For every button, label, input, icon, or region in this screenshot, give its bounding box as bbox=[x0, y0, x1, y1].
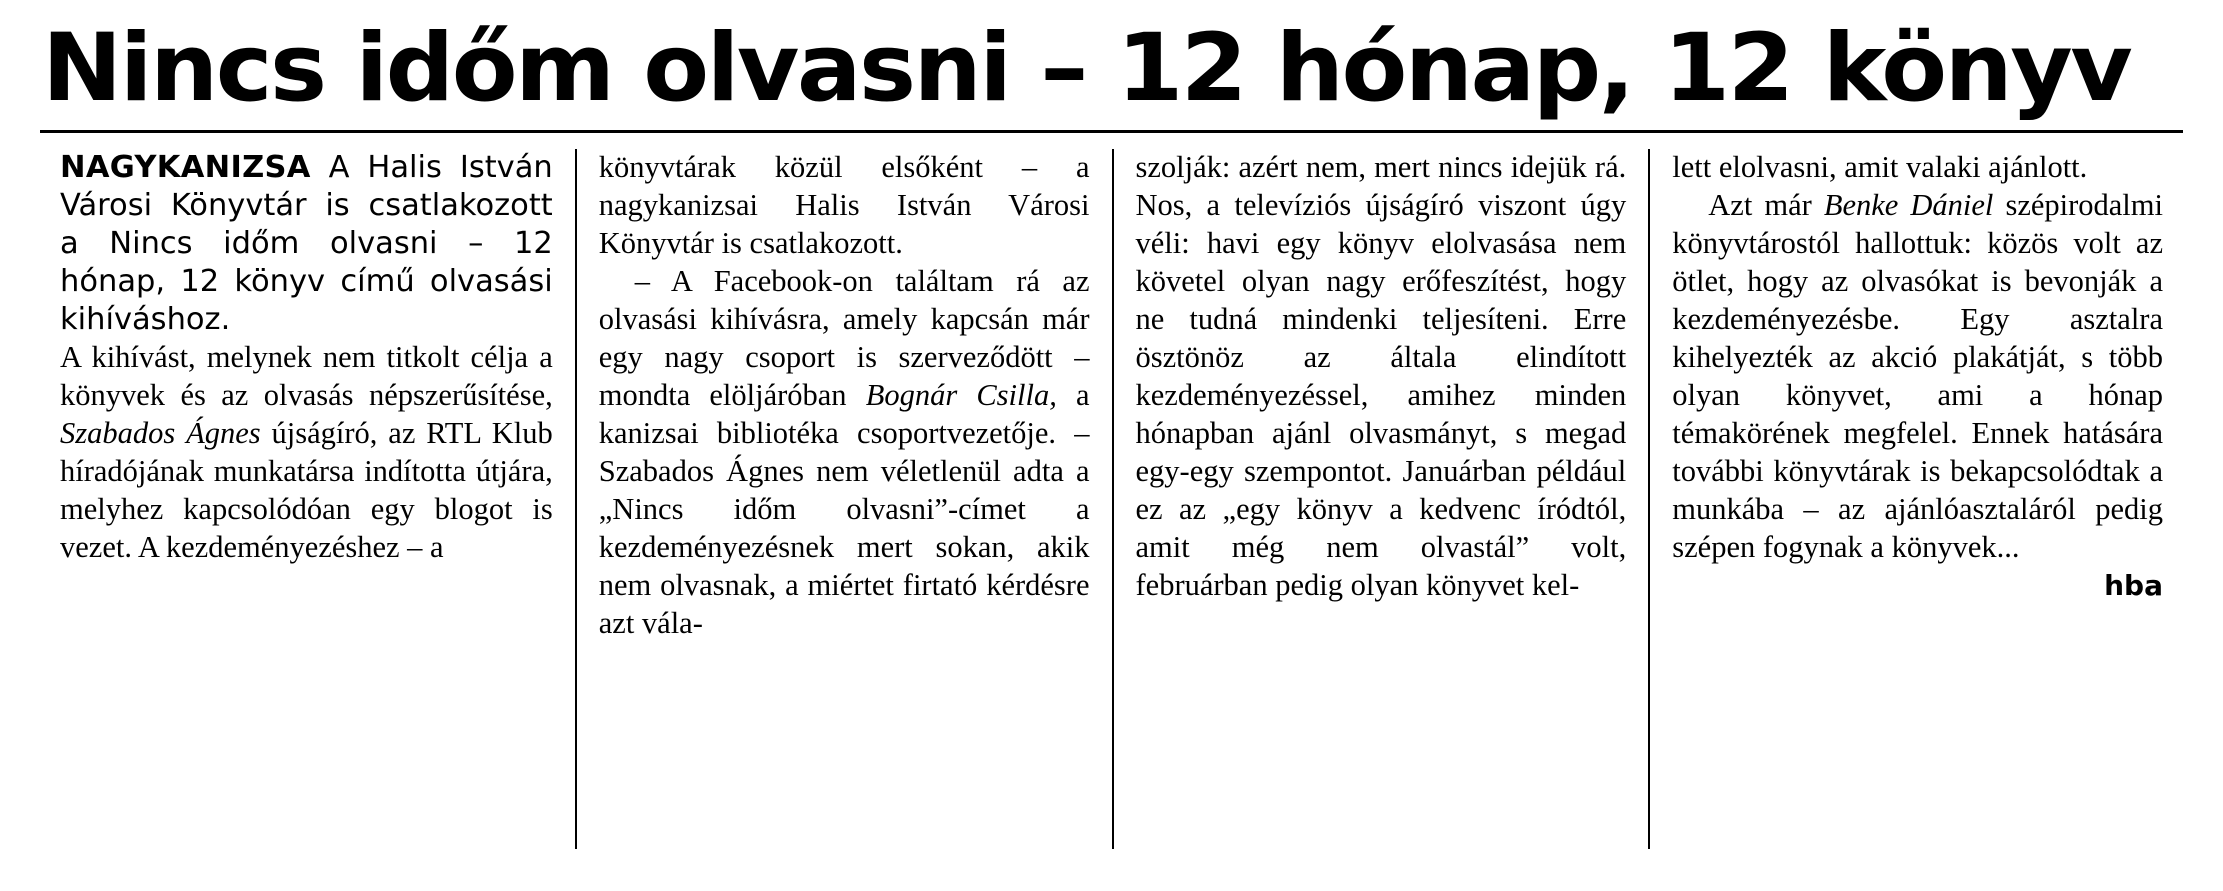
person-name-bognar-csilla: Bognár Csilla, bbox=[865, 377, 1057, 412]
page-title: Nincs időm olvasni – 12 hónap, 12 könyv bbox=[42, 14, 2131, 123]
article-column-3 bbox=[1112, 149, 1649, 849]
body-paragraph: – A Facebook-on találtam rá az olvasási kihívásra, amely kapcsán már egy nagy csoport is szerveződött – mondta elöljáróban Bognár Csilla, a kanizsai bibliotéka csoportvezetője. – Szabados Ágnes nem véletlenül adta a „Nincs időm olvasni”-címet a kezdeményezésnek mert sokan, akik nem olvasnak, a miértet firtató kérdésre azt vála- bbox=[598, 263, 1090, 640]
article-columns bbox=[38, 149, 2185, 849]
body-paragraph: könyvtárak közül elsőként – a nagykanizsai Halis István Városi Könyvtár is csatlakozott. bbox=[598, 150, 1090, 260]
body-paragraph: szolják: azért nem, mert nincs idejük rá. Nos, a televíziós újságíró viszont úgy véli: havi egy könyv elolvasása nem követel olyan nagy erőfeszítést, hogy ne tudná mindenki teljesíteni. Erre ösztönöz az általa elindított kezdeményezéssel, amihez minden hónapban ajánl olvasmányt, s megad egy-egy szempontot. Januárban például ez az „egy könyv a kedvenc íródtól, amit még nem olvastál” volt, februárban pedig olyan könyvet kel- bbox=[1135, 150, 1627, 602]
article-column-2 bbox=[575, 149, 1112, 849]
body-paragraph: A kihívást, melynek nem titkolt célja a könyvek és az olvasás népszerűsítése, Szabados Ágnes újságíró, az RTL Klub híradójának munkatársa indította útjára, melyhez kapcsolódóan egy blogot is vezet. A kezdeményezéshez – a bbox=[60, 339, 553, 564]
header-divider bbox=[40, 130, 2183, 133]
person-name-szabados-agnes: Szabados Ágnes bbox=[60, 415, 261, 450]
article-column-4 bbox=[1648, 149, 2185, 849]
lead-text: A Halis István Városi Könyvtár is csatlakozott a Nincs időm olvasni – 12 hónap, 12 könyv című olvasási kihíváshoz. bbox=[60, 150, 553, 337]
body-paragraph: Azt már Benke Dániel szépirodalmi könyvtárostól hallottuk: közös volt az ötlet, hogy az olvasókat is bevonják a kezdeményezésbe. Egy asztalra kihelyezték az akció plakátját, s több olyan könyvet, ami a hónap témakörének megfelel. Ennek hatására további könyvtárak is bekapcsolódtak a munkába – az ajánlóasztaláról pedig szépen fogynak a könyvek... bbox=[1672, 187, 2163, 564]
body-paragraph: lett elolvasni, amit valaki ajánlott. bbox=[1672, 150, 2088, 184]
author-signature: hba bbox=[2104, 568, 2163, 602]
dateline: NAGYKANIZSA bbox=[60, 150, 311, 185]
lead-paragraph bbox=[60, 149, 553, 339]
article-column-1 bbox=[38, 149, 575, 849]
person-name-benke-daniel: Benke Dániel bbox=[1823, 187, 1994, 222]
